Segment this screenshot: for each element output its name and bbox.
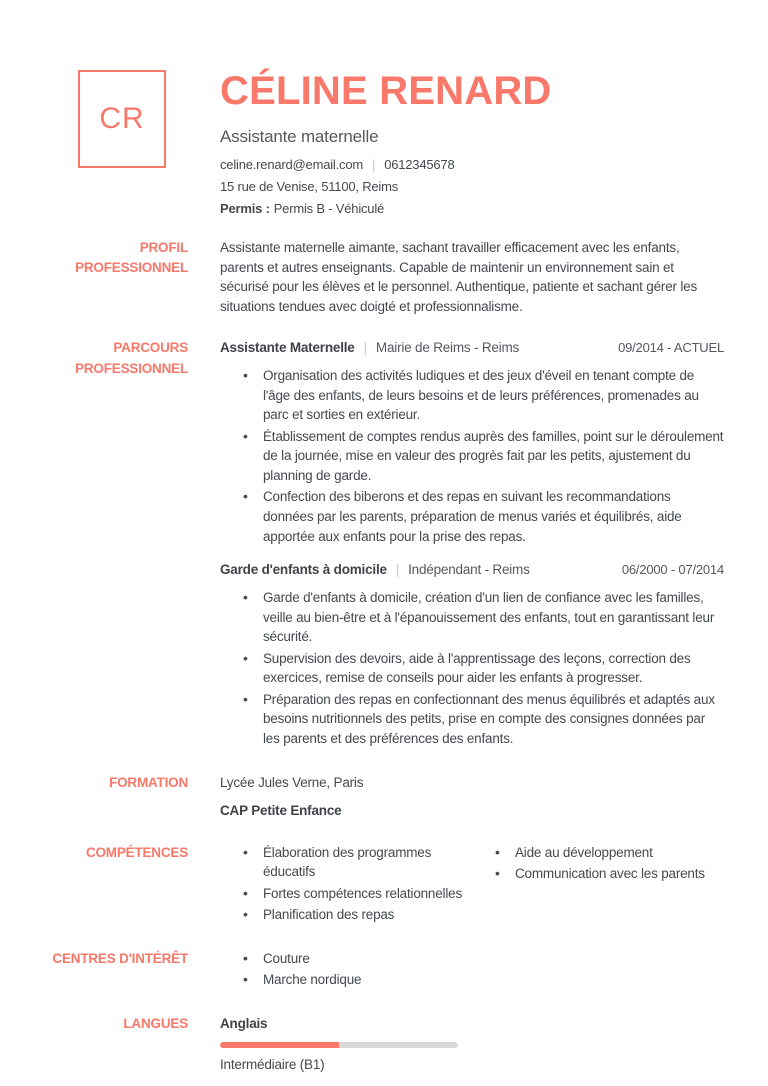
skills-content [220,843,724,927]
education-content [220,773,724,821]
experience-content [220,338,724,750]
skill-item: • Communication avec les parents [472,864,724,884]
job-title: Assistante Maternelle [220,340,355,356]
language-level-text: Intermédiaire (B1) [220,1056,325,1072]
section-label-interests: CENTRES D'INTÉRÊT [52,950,188,966]
job-bullet: • Confection des biberons et des repas en suivant les recommandations données par les parents, préparation de menus variés et équilibrés, aide apportée aux enfants pour la prise des repas. [220,487,724,546]
section-languages [40,1014,724,1074]
permit-value: Permis B - Véhiculé [273,201,385,216]
job-company: Mairie de Reims - Reims [375,340,520,356]
language-level-bar-fill [220,1042,339,1048]
language-name: Anglais [220,1016,268,1031]
job-entry [220,560,724,748]
job-bullet: • Organisation des activités ludiques et des jeux d'éveil en tenant compte de l'âge des enfants, de leurs besoins et de leurs préférences, promenades au parc et sorties en extérieur. [220,366,724,425]
job-dates: 09/2014 - ACTUEL [618,340,724,356]
profile-summary-text: Assistante maternelle aimante, sachant travailler efficacement avec les enfants, parents et autres enseignants. Capable de maintenir un environnement sain et sécurisé pour les élèves et le personnel. Authentique, patiente et sachant gérer les situations tendues avec doigté et professionnalisme. [220,240,698,314]
education-degree: CAP Petite Enfance [220,803,342,819]
job-bullet: • Garde d'enfants à domicile, création d'un lien de confiance avec les familles, veille au bien-être et à l'épanouissement des enfants, tout en garantissant leur sécurité. [220,588,724,647]
phone-text: 0612345678 [384,157,455,172]
skill-item: • Planification des repas [220,905,472,925]
permit-label: Permis : [220,201,270,216]
section-skills [40,843,724,927]
job-bullet-list [220,366,724,546]
job-title-line [220,338,519,358]
section-interests [40,949,724,992]
contact-line-email-phone [220,157,724,172]
job-company: Indépendant - Reims [408,562,530,578]
address-text: 15 rue de Venise, 51100, Reims [220,179,399,194]
job-bullet: • Établissement de comptes rendus auprès des familles, point sur le déroulement de la journée, mise en valeur des progrès fait par les petits, ajustement du planning de garde. [220,427,724,486]
section-education [40,773,724,821]
interest-item: • Marche nordique [220,970,724,990]
interests-list [220,949,724,990]
skill-item: • Fortes compétences relationnelles [220,884,472,904]
pipe-separator: | [363,340,367,356]
pipe-separator: | [372,157,376,172]
job-bullet-list [220,588,724,749]
job-header [220,338,724,358]
section-label-skills: COMPÉTENCES [85,844,188,860]
skills-column-1 [220,843,472,927]
profile-content [220,238,724,316]
job-bullet: • Préparation des repas en confectionnant des menus équilibrés et adaptés aux besoins nutritionnels des petits, prise en compte des consignes données par les parents et des préférences des enfants. [220,690,724,749]
job-bullet: • Supervision des devoirs, aide à l'apprentissage des leçons, correction des exercices, remise de conseils pour aider les enfants à progresser. [220,649,724,688]
candidate-job-title: Assistante maternelle [220,127,379,146]
section-label-experience: PARCOURS PROFESSIONNEL [75,340,188,376]
section-profile [40,238,724,316]
interest-item: • Couture [220,949,724,969]
skill-item: • Aide au développement [472,843,724,863]
permit-line [220,201,724,216]
pipe-separator: | [395,562,400,578]
job-title-line [220,560,530,580]
monogram-initials: CR [99,102,145,135]
skill-item: • Élaboration des programmes éducatifs [220,843,472,882]
job-entry [220,338,724,546]
monogram-logo [78,70,166,168]
section-label-education: FORMATION [109,774,188,790]
job-dates: 06/2000 - 07/2014 [621,562,724,578]
languages-content [220,1014,724,1074]
section-label-profile: PROFIL PROFESSIONNEL [75,240,188,276]
email-text: celine.renard@email.com [220,157,363,172]
section-experience [40,338,724,750]
education-school: Lycée Jules Verne, Paris [220,774,364,790]
interests-content [220,949,724,992]
candidate-name: CÉLINE RENARD [220,69,552,113]
job-title: Garde d'enfants à domicile [220,562,387,578]
section-label-languages: LANGUES [123,1016,188,1031]
skills-column-2 [472,843,724,927]
language-level-bar [220,1042,458,1048]
job-header [220,560,724,580]
